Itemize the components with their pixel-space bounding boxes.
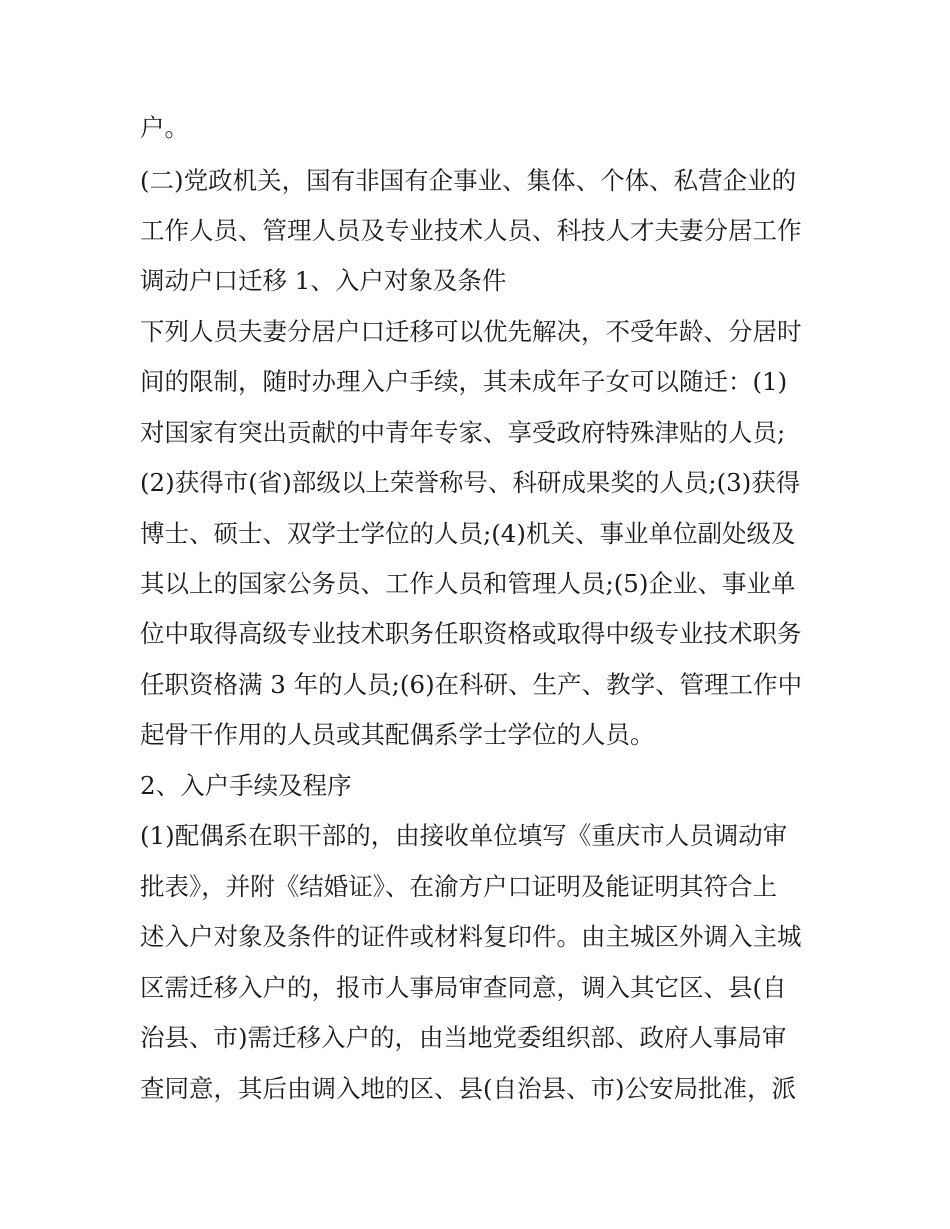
- text-line: 治县、市)需迁移入户的，由当地党委组织部、政府人事局审: [140, 1023, 787, 1052]
- text-line: (1)配偶系在职干部的，由接收单位填写《重庆市人员调动审: [140, 821, 788, 850]
- text-line: (二)党政机关，国有非国有企事业、集体、个体、私营企业的: [140, 166, 797, 195]
- text-line: 起骨干作用的人员或其配偶系学士学位的人员。: [140, 720, 655, 749]
- text-line: 下列人员夫妻分居户口迁移可以优先解决，不受年龄、分居时: [140, 317, 802, 346]
- text-line: 2、入户手续及程序: [140, 771, 352, 800]
- text-line: 区需迁移入户的，报市人事局审查同意，调入其它区、县(自: [140, 973, 787, 1002]
- text-line: 其以上的国家公务员、工作人员和管理人员;(5)企业、事业单: [140, 569, 796, 598]
- text-line: 对国家有突出贡献的中青年专家、享受政府特殊津贴的人员;: [140, 418, 786, 447]
- text-line: 调动户口迁移 1、入户对象及条件: [140, 266, 507, 295]
- text-line: 间的限制，随时办理入户手续，其未成年子女可以随迁：(1): [140, 367, 788, 396]
- text-line: 博士、硕士、双学士学位的人员;(4)机关、事业单位副处级及: [140, 519, 796, 548]
- text-line: (2)获得市(省)部级以上荣誉称号、科研成果奖的人员;(3)获得: [140, 468, 801, 497]
- text-line: 查同意，其后由调入地的区、县(自治县、市)公安局批准，派: [140, 1074, 797, 1103]
- text-line: 任职资格满 3 年的人员;(6)在科研、生产、教学、管理工作中: [140, 670, 803, 699]
- text-line: 述入户对象及条件的证件或材料复印件。由主城区外调入主城: [140, 922, 802, 951]
- text-line: 批表》，并附《结婚证》、在渝方户口证明及能证明其符合上: [140, 872, 777, 901]
- text-line: 户。: [140, 113, 189, 142]
- text-line: 工作人员、管理人员及专业技术人员、科技人才夫妻分居工作: [140, 216, 802, 245]
- text-line: 位中取得高级专业技术职务任职资格或取得中级专业技术职务: [140, 619, 802, 648]
